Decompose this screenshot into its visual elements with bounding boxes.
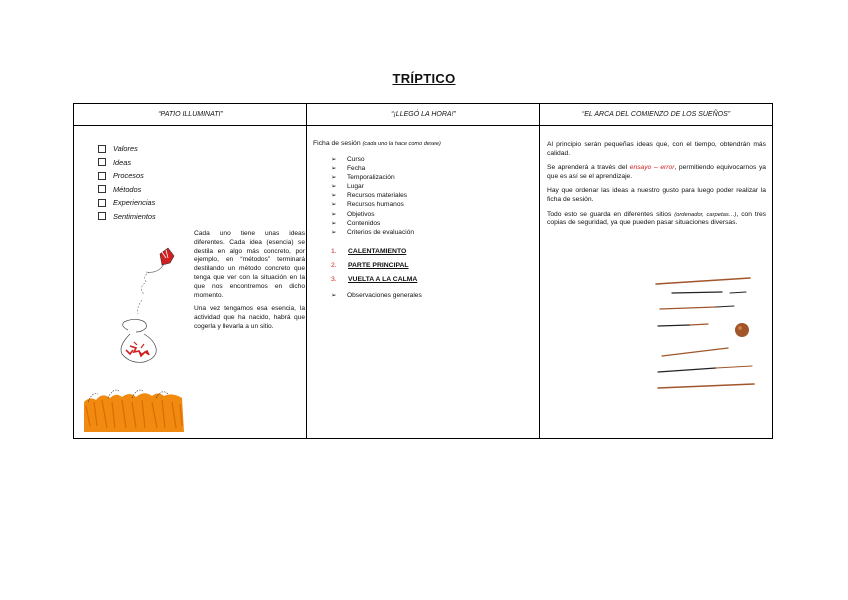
column-patio: [74, 126, 306, 438]
paragraph: [547, 164, 766, 181]
note-text: (ordenador, carpetas…): [674, 211, 737, 218]
arrow-bullet-icon: ➢: [331, 228, 337, 236]
checklist-label: Métodos: [113, 184, 142, 194]
item-label: Temporalización: [347, 174, 395, 182]
matchstick-icon: [656, 278, 754, 388]
checklist: [98, 142, 156, 223]
arrow-bullet-icon: ➢: [331, 291, 337, 299]
phase-number: 2.: [331, 261, 337, 269]
text: Todo esto se guarda en diferentes sitios: [547, 210, 672, 218]
list-item: [331, 173, 532, 182]
checkbox[interactable]: [98, 185, 106, 193]
patio-description: [194, 230, 305, 337]
arrow-bullet-icon: ➢: [331, 210, 337, 218]
arrow-bullet-icon: ➢: [331, 165, 337, 173]
paragraph: Hay que ordenar las ideas a nuestro gusto para luego poder realizar la ficha de sesión.: [547, 187, 766, 203]
phase-label: VUELTA A LA CALMA: [348, 275, 418, 283]
list-item: [331, 200, 532, 209]
list-item: [331, 155, 532, 164]
phase-number: 3.: [331, 275, 337, 283]
phase-number: 1.: [331, 247, 337, 255]
matchsticks-drawing: [650, 274, 758, 394]
intro-text: Ficha de sesión: [313, 140, 361, 147]
phase-item: [331, 259, 532, 273]
list-item: [331, 164, 532, 173]
arrow-bullet-icon: ➢: [331, 183, 337, 191]
paragraph: [547, 211, 766, 228]
text: , permitiendo equivocarnos ya que es así se el aprendizaje.: [547, 164, 767, 180]
item-label: Recursos materiales: [347, 192, 408, 200]
session-items: [313, 155, 532, 237]
item-label: Objetivos: [347, 210, 375, 218]
flask-icon: [121, 248, 174, 362]
intro-note: (cada uno la hace como desee): [362, 141, 441, 147]
column-arca: [540, 126, 772, 438]
checkbox[interactable]: [98, 212, 106, 220]
list-item: [331, 191, 532, 200]
phase-label: PARTE PRINCIPAL: [348, 261, 409, 269]
fire-icon: [84, 390, 184, 432]
highlight-text: ensayo – error: [629, 164, 675, 172]
checkbox[interactable]: [98, 172, 106, 180]
checkbox[interactable]: [98, 145, 106, 153]
list-item: [331, 291, 532, 300]
triptych-table: [73, 103, 773, 439]
checklist-item[interactable]: [98, 210, 156, 224]
item-label: Fecha: [347, 165, 366, 173]
paragraph: Cada uno tiene unas ideas diferentes. Cada idea (esencia) se destila en algo más concreto, por ejemplo, en “métodos” terminará destilando un método concreto que tenga que ver con la situación en la que nos encontremos en dicho momento.: [194, 230, 305, 299]
checklist-item[interactable]: [98, 156, 156, 170]
arrow-bullet-icon: ➢: [331, 219, 337, 227]
checklist-label: Valores: [113, 144, 138, 154]
alchemy-drawing: [82, 242, 194, 434]
item-label: Observaciones generales: [347, 291, 422, 299]
checklist-label: Procesos: [113, 171, 144, 181]
header-col2: “¡LLEGÓ LA HORA!”: [307, 104, 540, 126]
checkbox[interactable]: [98, 158, 106, 166]
session-phases: [313, 245, 532, 287]
header-col1: “PATIO ILLUMINATI”: [74, 104, 307, 126]
checkbox[interactable]: [98, 199, 106, 207]
checklist-item[interactable]: [98, 183, 156, 197]
item-label: Recursos humanos: [347, 201, 404, 209]
list-item: [331, 228, 532, 237]
text: Se aprenderá a través del: [547, 164, 628, 172]
paragraph: Una vez tengamos esa esencia, la actividad que ha nacido, habrá que cogerla y llevarla a un sitio.: [194, 305, 305, 330]
item-label: Criterios de evaluación: [347, 228, 415, 236]
header-col3: “EL ARCA DEL COMIENZO DE LOS SUEÑOS”: [540, 104, 772, 126]
paragraph: Al principio serán pequeñas ideas que, con el tiempo, obtendrán más calidad.: [547, 141, 766, 157]
session-extra: [313, 291, 532, 300]
list-item: [331, 219, 532, 228]
session-intro: [313, 140, 532, 147]
checklist-label: Experiencias: [113, 198, 156, 208]
arrow-bullet-icon: ➢: [331, 174, 337, 182]
checklist-item[interactable]: [98, 196, 156, 210]
arrow-bullet-icon: ➢: [331, 192, 337, 200]
item-label: Curso: [347, 156, 365, 163]
list-item: [331, 182, 532, 191]
list-item: [331, 210, 532, 219]
item-label: Lugar: [347, 183, 364, 191]
checklist-label: Sentimientos: [113, 211, 156, 221]
checklist-item[interactable]: [98, 142, 156, 156]
phase-item: [331, 245, 532, 259]
column-session: [307, 126, 539, 438]
phase-label: CALENTAMIENTO: [348, 247, 407, 255]
text: , con tres copias de seguridad, ya que pueden pasar situaciones diversas.: [547, 210, 767, 227]
document-title: TRÍPTICO: [392, 71, 456, 86]
arrow-bullet-icon: ➢: [331, 201, 337, 209]
item-label: Contenidos: [347, 219, 381, 227]
arrow-bullet-icon: ➢: [331, 156, 337, 163]
checklist-label: Ideas: [113, 157, 132, 167]
checklist-item[interactable]: [98, 169, 156, 183]
phase-item: [331, 273, 532, 287]
